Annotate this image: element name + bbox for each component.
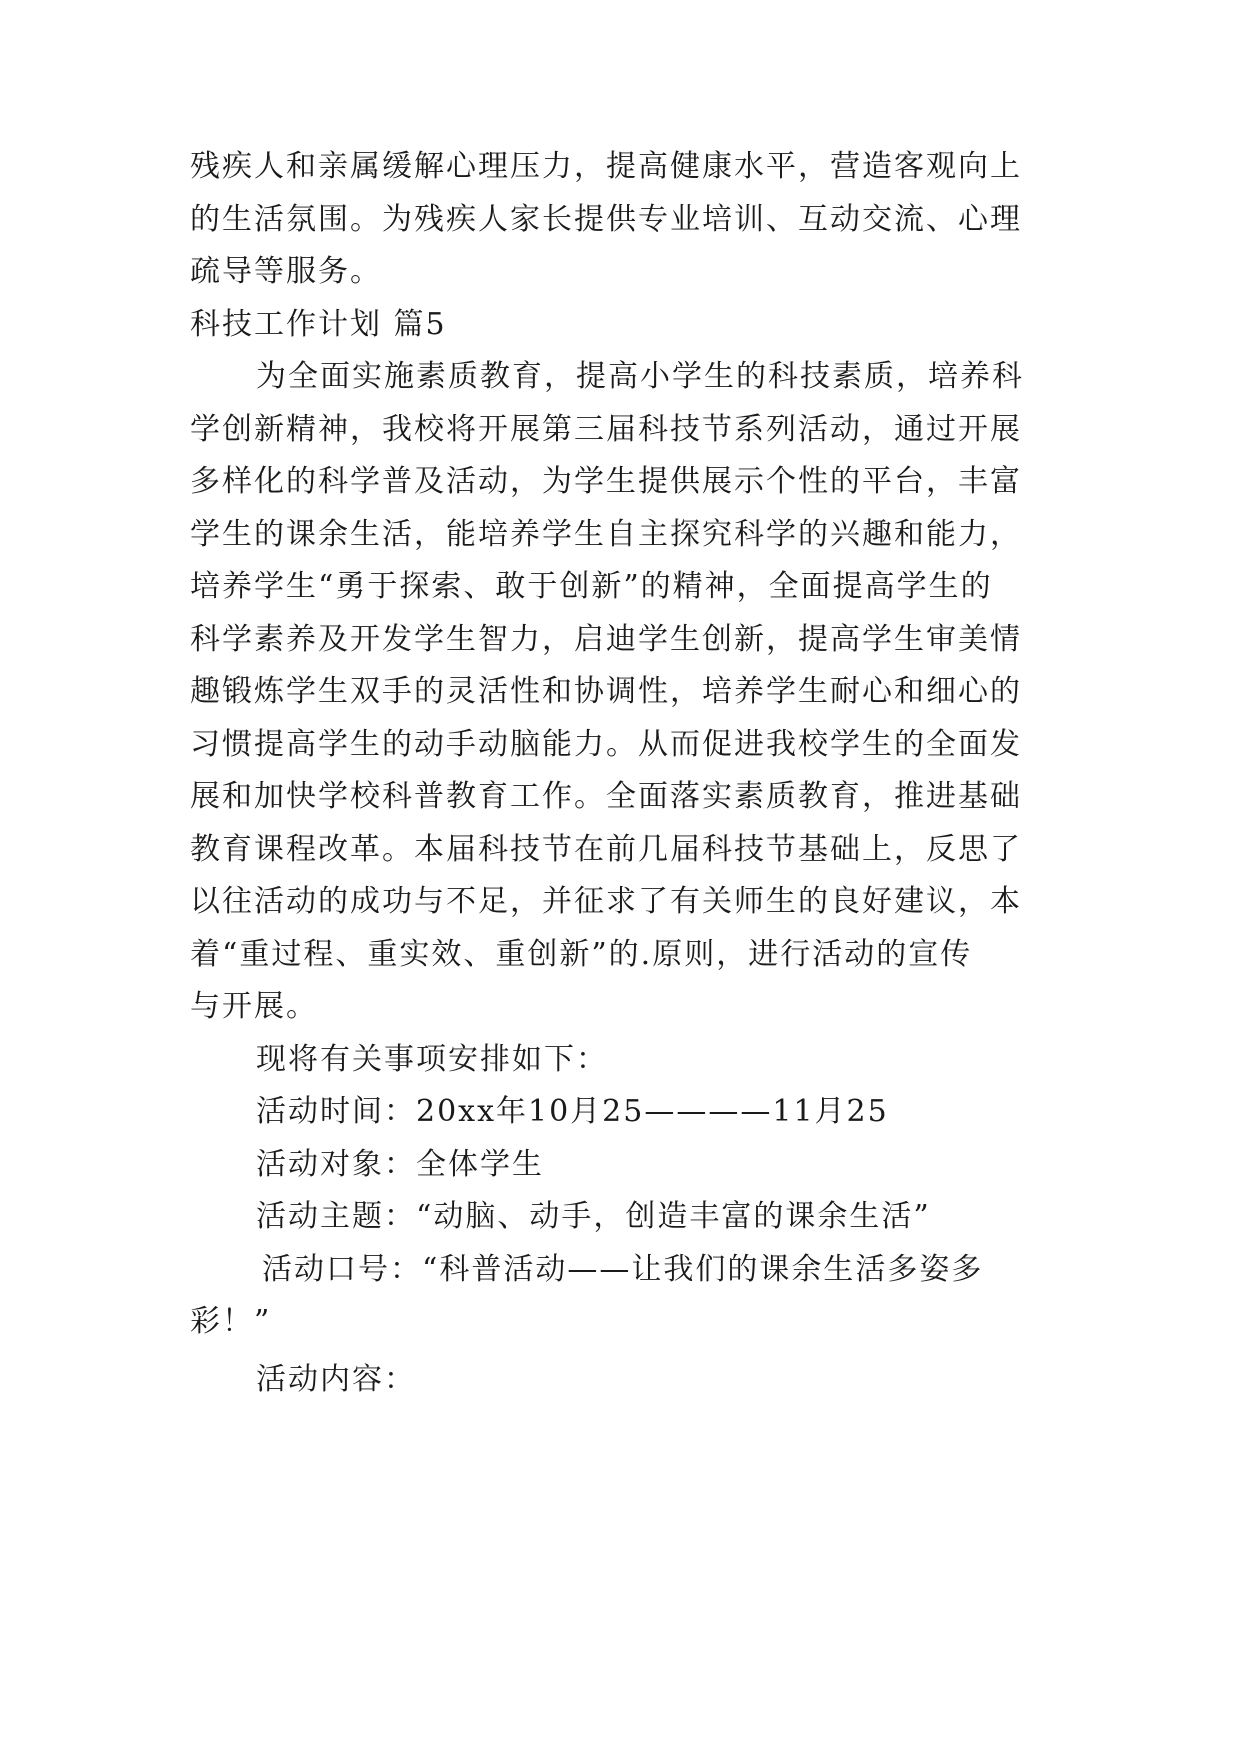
body-text-line: 为全面实施素质教育，提高小学生的科技素质，培养科: [256, 359, 1024, 394]
body-text-line: 多样化的科学普及活动，为学生提供展示个性的平台，丰富: [190, 464, 1022, 499]
body-text-line: 培养学生“勇于探索、敢于创新”的精神，全面提高学生的: [190, 569, 993, 604]
body-text-line: 科学素养及开发学生智力，启迪学生创新，提高学生审美情: [190, 622, 1022, 657]
body-text-line: 教育课程改革。本届科技节在前几届科技节基础上，反思了: [190, 832, 1022, 867]
activity-target: 活动对象：全体学生: [256, 1147, 544, 1182]
activity-time: 活动时间：20xx年10月25————11月25: [256, 1094, 889, 1129]
body-text-line: 的生活氛围。为残疾人家长提供专业培训、互动交流、心理: [190, 202, 1022, 237]
section-heading: 科技工作计划 篇5: [190, 307, 447, 342]
body-text-line: 残疾人和亲属缓解心理压力，提高健康水平，营造客观向上: [190, 149, 1022, 184]
body-text-line: 学创新精神，我校将开展第三届科技节系列活动，通过开展: [190, 412, 1022, 447]
body-text-line: 疏导等服务。: [190, 254, 382, 289]
body-text-line: 现将有关事项安排如下：: [256, 1042, 608, 1077]
body-text-line: 以往活动的成功与不足，并征求了有关师生的良好建议，本: [190, 884, 1022, 919]
body-text-line: 彩！”: [190, 1304, 272, 1339]
body-text-line: 习惯提高学生的动手动脑能力。从而促进我校学生的全面发: [190, 727, 1022, 762]
activity-slogan: 活动口号：“科普活动——让我们的课余生活多姿多: [262, 1252, 984, 1287]
body-text-line: 趣锻炼学生双手的灵活性和协调性，培养学生耐心和细心的: [190, 674, 1022, 709]
body-text-line: 展和加快学校科普教育工作。全面落实素质教育，推进基础: [190, 779, 1022, 814]
body-text-line: 与开展。: [190, 989, 318, 1024]
activity-theme: 活动主题：“动脑、动手，创造丰富的课余生活”: [256, 1199, 931, 1234]
body-text-line: 着“重过程、重实效、重创新”的.原则，进行活动的宣传: [190, 937, 973, 972]
body-text-line: 学生的课余生活，能培养学生自主探究科学的兴趣和能力，: [190, 517, 1022, 552]
activity-content-label: 活动内容：: [256, 1362, 416, 1397]
